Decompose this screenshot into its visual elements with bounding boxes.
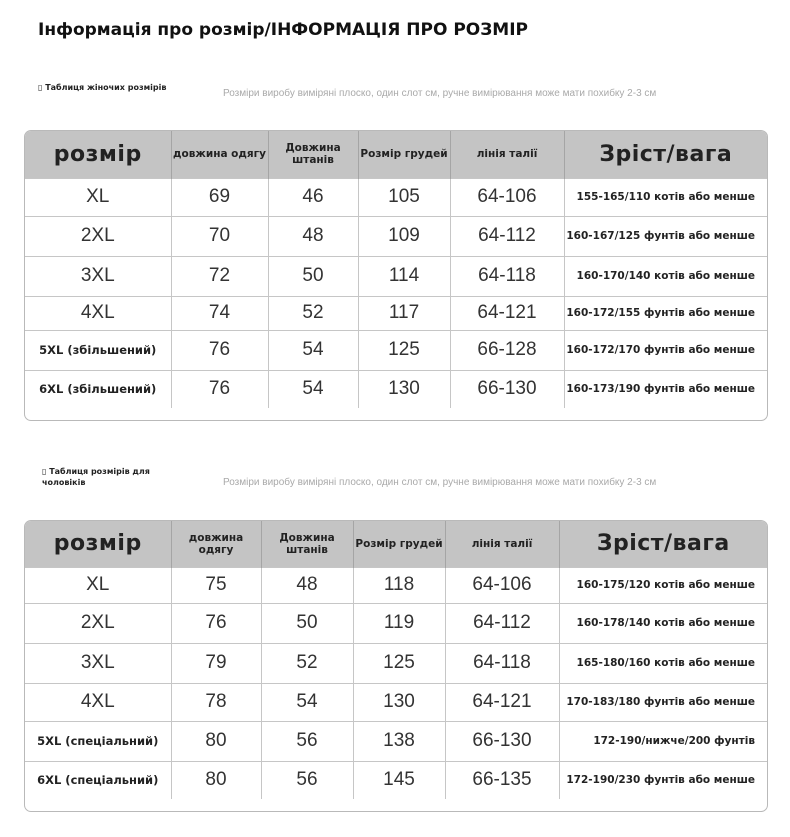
measurement-cell: 130 bbox=[353, 683, 445, 721]
measurement-cell: 75 bbox=[171, 567, 261, 603]
measurement-cell: 138 bbox=[353, 721, 445, 761]
table-row bbox=[25, 296, 767, 330]
men-measure-note: Розміри виробу виміряні плоско, один слот см, ручне вимірювання може мати похибку 2-3 см bbox=[223, 477, 657, 488]
measurement-cell: 125 bbox=[358, 330, 450, 370]
measurement-cell: 78 bbox=[171, 683, 261, 721]
column-header: Розмір грудей bbox=[358, 131, 450, 178]
height-weight-cell: 172-190/230 фунтів або менше bbox=[559, 761, 767, 799]
men-size-table bbox=[24, 520, 768, 812]
table-row bbox=[25, 761, 767, 799]
measurement-cell: 64-106 bbox=[445, 567, 559, 603]
table-row bbox=[25, 683, 767, 721]
measurement-cell: 76 bbox=[171, 603, 261, 643]
women-measure-note: Розміри виробу виміряні плоско, один слот см, ручне вимірювання може мати похибку 2-3 см bbox=[223, 88, 657, 99]
table-row bbox=[25, 643, 767, 683]
height-weight-cell: 160-173/190 фунтів або менше bbox=[564, 370, 767, 408]
measurement-cell: 114 bbox=[358, 256, 450, 296]
size-cell: 6XL (спеціальний) bbox=[25, 761, 171, 799]
height-weight-cell: 172-190/нижче/200 фунтів bbox=[559, 721, 767, 761]
measurement-cell: 52 bbox=[261, 643, 353, 683]
size-cell: 6XL (збільшений) bbox=[25, 370, 171, 408]
measurement-cell: 48 bbox=[261, 567, 353, 603]
measurement-cell: 130 bbox=[358, 370, 450, 408]
table-row bbox=[25, 370, 767, 408]
size-cell: 4XL bbox=[25, 296, 171, 330]
measurement-cell: 69 bbox=[171, 178, 268, 216]
women-table-label: ▯ Таблиця жіночих розмірів bbox=[38, 83, 167, 92]
column-header: довжина одягу bbox=[171, 521, 261, 567]
column-header: Довжина штанів bbox=[268, 131, 358, 178]
size-cell: 5XL (збільшений) bbox=[25, 330, 171, 370]
size-cell: 3XL bbox=[25, 643, 171, 683]
size-cell: XL bbox=[25, 567, 171, 603]
table-row bbox=[25, 178, 767, 216]
column-header: розмір bbox=[25, 521, 171, 567]
measurement-cell: 117 bbox=[358, 296, 450, 330]
height-weight-cell: 165-180/160 котів або менше bbox=[559, 643, 767, 683]
column-header: Зріст/вага bbox=[564, 131, 767, 178]
measurement-cell: 64-112 bbox=[445, 603, 559, 643]
measurement-cell: 105 bbox=[358, 178, 450, 216]
table-row bbox=[25, 330, 767, 370]
measurement-cell: 50 bbox=[268, 256, 358, 296]
size-cell: 2XL bbox=[25, 603, 171, 643]
measurement-cell: 50 bbox=[261, 603, 353, 643]
column-header: лінія талії bbox=[445, 521, 559, 567]
size-cell: 4XL bbox=[25, 683, 171, 721]
size-cell: 5XL (спеціальний) bbox=[25, 721, 171, 761]
measurement-cell: 66-130 bbox=[450, 370, 564, 408]
measurement-cell: 64-121 bbox=[445, 683, 559, 721]
measurement-cell: 74 bbox=[171, 296, 268, 330]
measurement-cell: 56 bbox=[261, 721, 353, 761]
measurement-cell: 79 bbox=[171, 643, 261, 683]
height-weight-cell: 160-178/140 котів або менше bbox=[559, 603, 767, 643]
measurement-cell: 54 bbox=[261, 683, 353, 721]
height-weight-cell: 160-175/120 котів або менше bbox=[559, 567, 767, 603]
size-cell: 2XL bbox=[25, 216, 171, 256]
measurement-cell: 119 bbox=[353, 603, 445, 643]
column-header: Зріст/вага bbox=[559, 521, 767, 567]
women-size-table bbox=[24, 130, 768, 421]
table-row bbox=[25, 216, 767, 256]
measurement-cell: 109 bbox=[358, 216, 450, 256]
measurement-cell: 52 bbox=[268, 296, 358, 330]
measurement-cell: 118 bbox=[353, 567, 445, 603]
measurement-cell: 64-118 bbox=[450, 256, 564, 296]
measurement-cell: 66-128 bbox=[450, 330, 564, 370]
measurement-cell: 125 bbox=[353, 643, 445, 683]
measurement-cell: 46 bbox=[268, 178, 358, 216]
table-row bbox=[25, 721, 767, 761]
size-cell: XL bbox=[25, 178, 171, 216]
measurement-cell: 64-118 bbox=[445, 643, 559, 683]
measurement-cell: 80 bbox=[171, 761, 261, 799]
measurement-cell: 76 bbox=[171, 330, 268, 370]
column-header: Довжина штанів bbox=[261, 521, 353, 567]
size-cell: 3XL bbox=[25, 256, 171, 296]
height-weight-cell: 170-183/180 фунтів або менше bbox=[559, 683, 767, 721]
measurement-cell: 66-130 bbox=[445, 721, 559, 761]
measurement-cell: 64-121 bbox=[450, 296, 564, 330]
table-row bbox=[25, 256, 767, 296]
column-header: лінія талії bbox=[450, 131, 564, 178]
height-weight-cell: 160-170/140 котів або менше bbox=[564, 256, 767, 296]
height-weight-cell: 160-172/170 фунтів або менше bbox=[564, 330, 767, 370]
measurement-cell: 145 bbox=[353, 761, 445, 799]
measurement-cell: 80 bbox=[171, 721, 261, 761]
measurement-cell: 76 bbox=[171, 370, 268, 408]
column-header: довжина одягу bbox=[171, 131, 268, 178]
column-header: Розмір грудей bbox=[353, 521, 445, 567]
table-row bbox=[25, 567, 767, 603]
measurement-cell: 66-135 bbox=[445, 761, 559, 799]
height-weight-cell: 155-165/110 котів або менше bbox=[564, 178, 767, 216]
measurement-cell: 64-106 bbox=[450, 178, 564, 216]
page-title: Інформація про розмір/ІНФОРМАЦІЯ ПРО РОЗМІР bbox=[38, 20, 529, 40]
height-weight-cell: 160-167/125 фунтів або менше bbox=[564, 216, 767, 256]
measurement-cell: 54 bbox=[268, 330, 358, 370]
measurement-cell: 70 bbox=[171, 216, 268, 256]
men-table-label: ▯ Таблиця розмірів для чоловіків bbox=[42, 467, 150, 487]
measurement-cell: 72 bbox=[171, 256, 268, 296]
column-header: розмір bbox=[25, 131, 171, 178]
height-weight-cell: 160-172/155 фунтів або менше bbox=[564, 296, 767, 330]
measurement-cell: 48 bbox=[268, 216, 358, 256]
measurement-cell: 56 bbox=[261, 761, 353, 799]
measurement-cell: 64-112 bbox=[450, 216, 564, 256]
table-row bbox=[25, 603, 767, 643]
measurement-cell: 54 bbox=[268, 370, 358, 408]
